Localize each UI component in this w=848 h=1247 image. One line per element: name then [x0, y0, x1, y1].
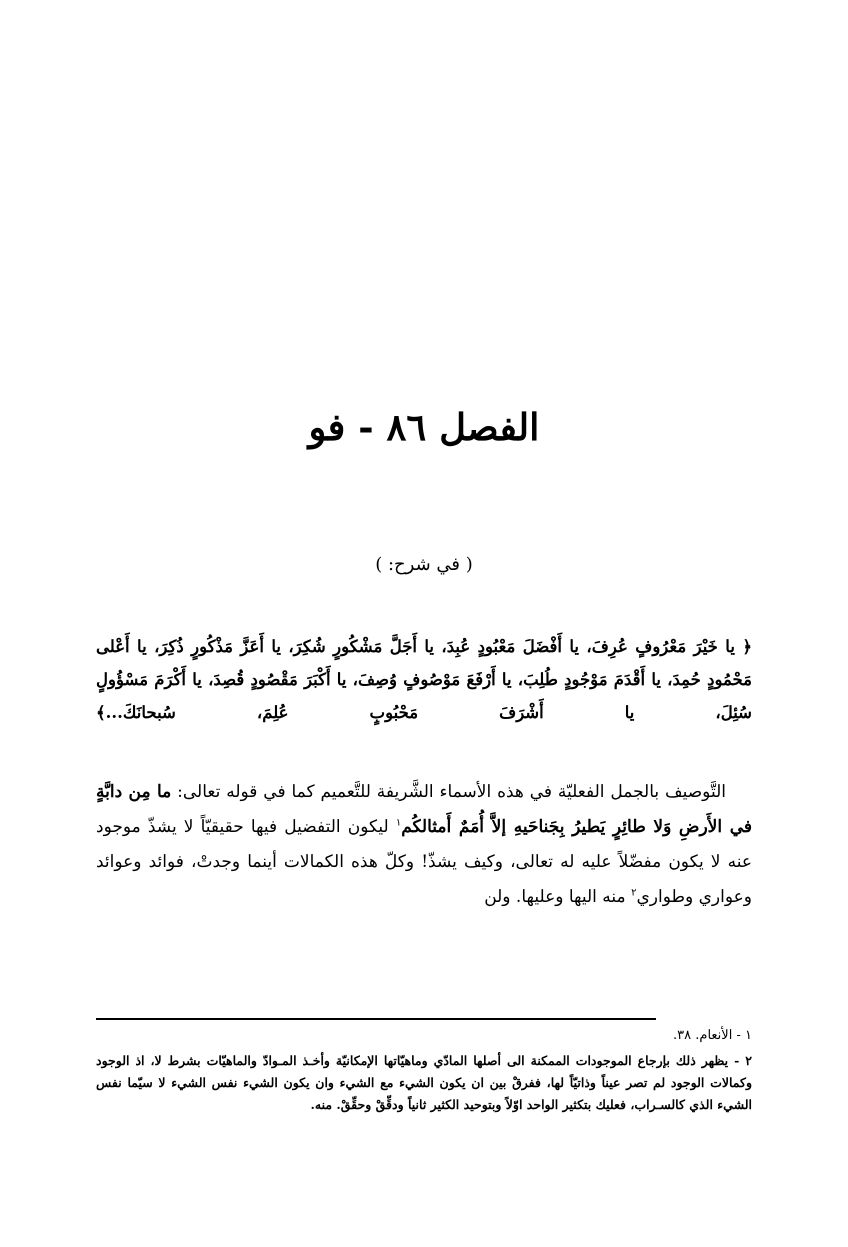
- footnote-text: يظهر ذلك بإرجاع الموجودات الممكنة الى أصلها المادّي وماهيّاتها الإمكانيّة وأخـذ المـوادّ والماهيّات بشرط لا، اذ الوجود وكمالات الوجود لم تصر عيناً وذاتيّاً لها، ففرقْ بين ان يكون الشيء مع الشيء وان يكون الشيء نفس الشيء لا سيّما نفس الشيء الذي كالسـراب، فعليك بتكثير الواحد اوّلاً وبتوحيد الكثير ثانياً ودقِّقْ وحقِّقْ. منه.: [96, 1053, 752, 1112]
- footnote-item: [96, 1050, 752, 1116]
- footnote-marker: ١ -: [736, 1028, 752, 1043]
- footnote-text: الأنعام. ٣٨.: [673, 1028, 733, 1043]
- page-title: الفصل ٨٦ - فو: [308, 405, 540, 449]
- commentary-body: [96, 775, 752, 914]
- footnote-divider: [96, 1018, 656, 1020]
- footnote-item: [96, 1026, 752, 1046]
- footnote-marker: ٢ -: [734, 1053, 752, 1069]
- commentary-after-verse: ليكون التفضيل فيها حقيقيّاً لا يشذّ موجود عنه لا يكون مفضّلاً عليه له تعالى، وكيف يشذّ! وكلّ هذه الكمالات أينما وجدتْ، فوائد وعوائد وعواري وطواري: [96, 817, 752, 907]
- footnotes-section: [96, 1026, 752, 1118]
- footnote-ref-1: ١: [395, 817, 402, 829]
- commentary-lead: التَّوصيف بالجمل الفعليّة في هذه الأسماء الشَّريفة للتَّعميم كما في قوله تعالى:: [177, 782, 726, 803]
- commentary-paragraph: [96, 775, 752, 914]
- page-content: [96, 0, 752, 1247]
- supplication-quote: ﴿ يا خَيْرَ مَعْرُوفٍ عُرِفَ، يا أَفْضَلَ مَعْبُودٍ عُبِدَ، يا أَجَلَّ مَشْكُورٍ شُكِرَ، يا أَعَزَّ مَذْكُورٍ ذُكِرَ، يا أَعْلى مَحْمُودٍ حُمِدَ، يا أَقْدَمَ مَوْجُودٍ طُلِبَ، يا أَرْفَعَ مَوْصُوفٍ وُصِفَ، يا أَكْبَرَ مَقْصُودٍ قُصِدَ، يا أَكْرَمَ مَسْؤُولٍ سُئِلَ، يا أَشْرَفَ مَحْبُوبٍ عُلِمَ، سُبحانَكَ...﴾: [96, 637, 752, 723]
- section-subtitle: ( في شرح: ): [375, 554, 473, 576]
- footnote-ref-2: ٢: [631, 887, 637, 899]
- quran-verse: ما مِن دابَّةٍ في الأَرضِ وَلا طائِرٍ يَطيرُ بِجَناحَيهِ إلاَّ أُمَمٌ أَمثالكُم: [96, 782, 753, 838]
- commentary-tail: منه اليها وعليها. ولن: [484, 886, 626, 907]
